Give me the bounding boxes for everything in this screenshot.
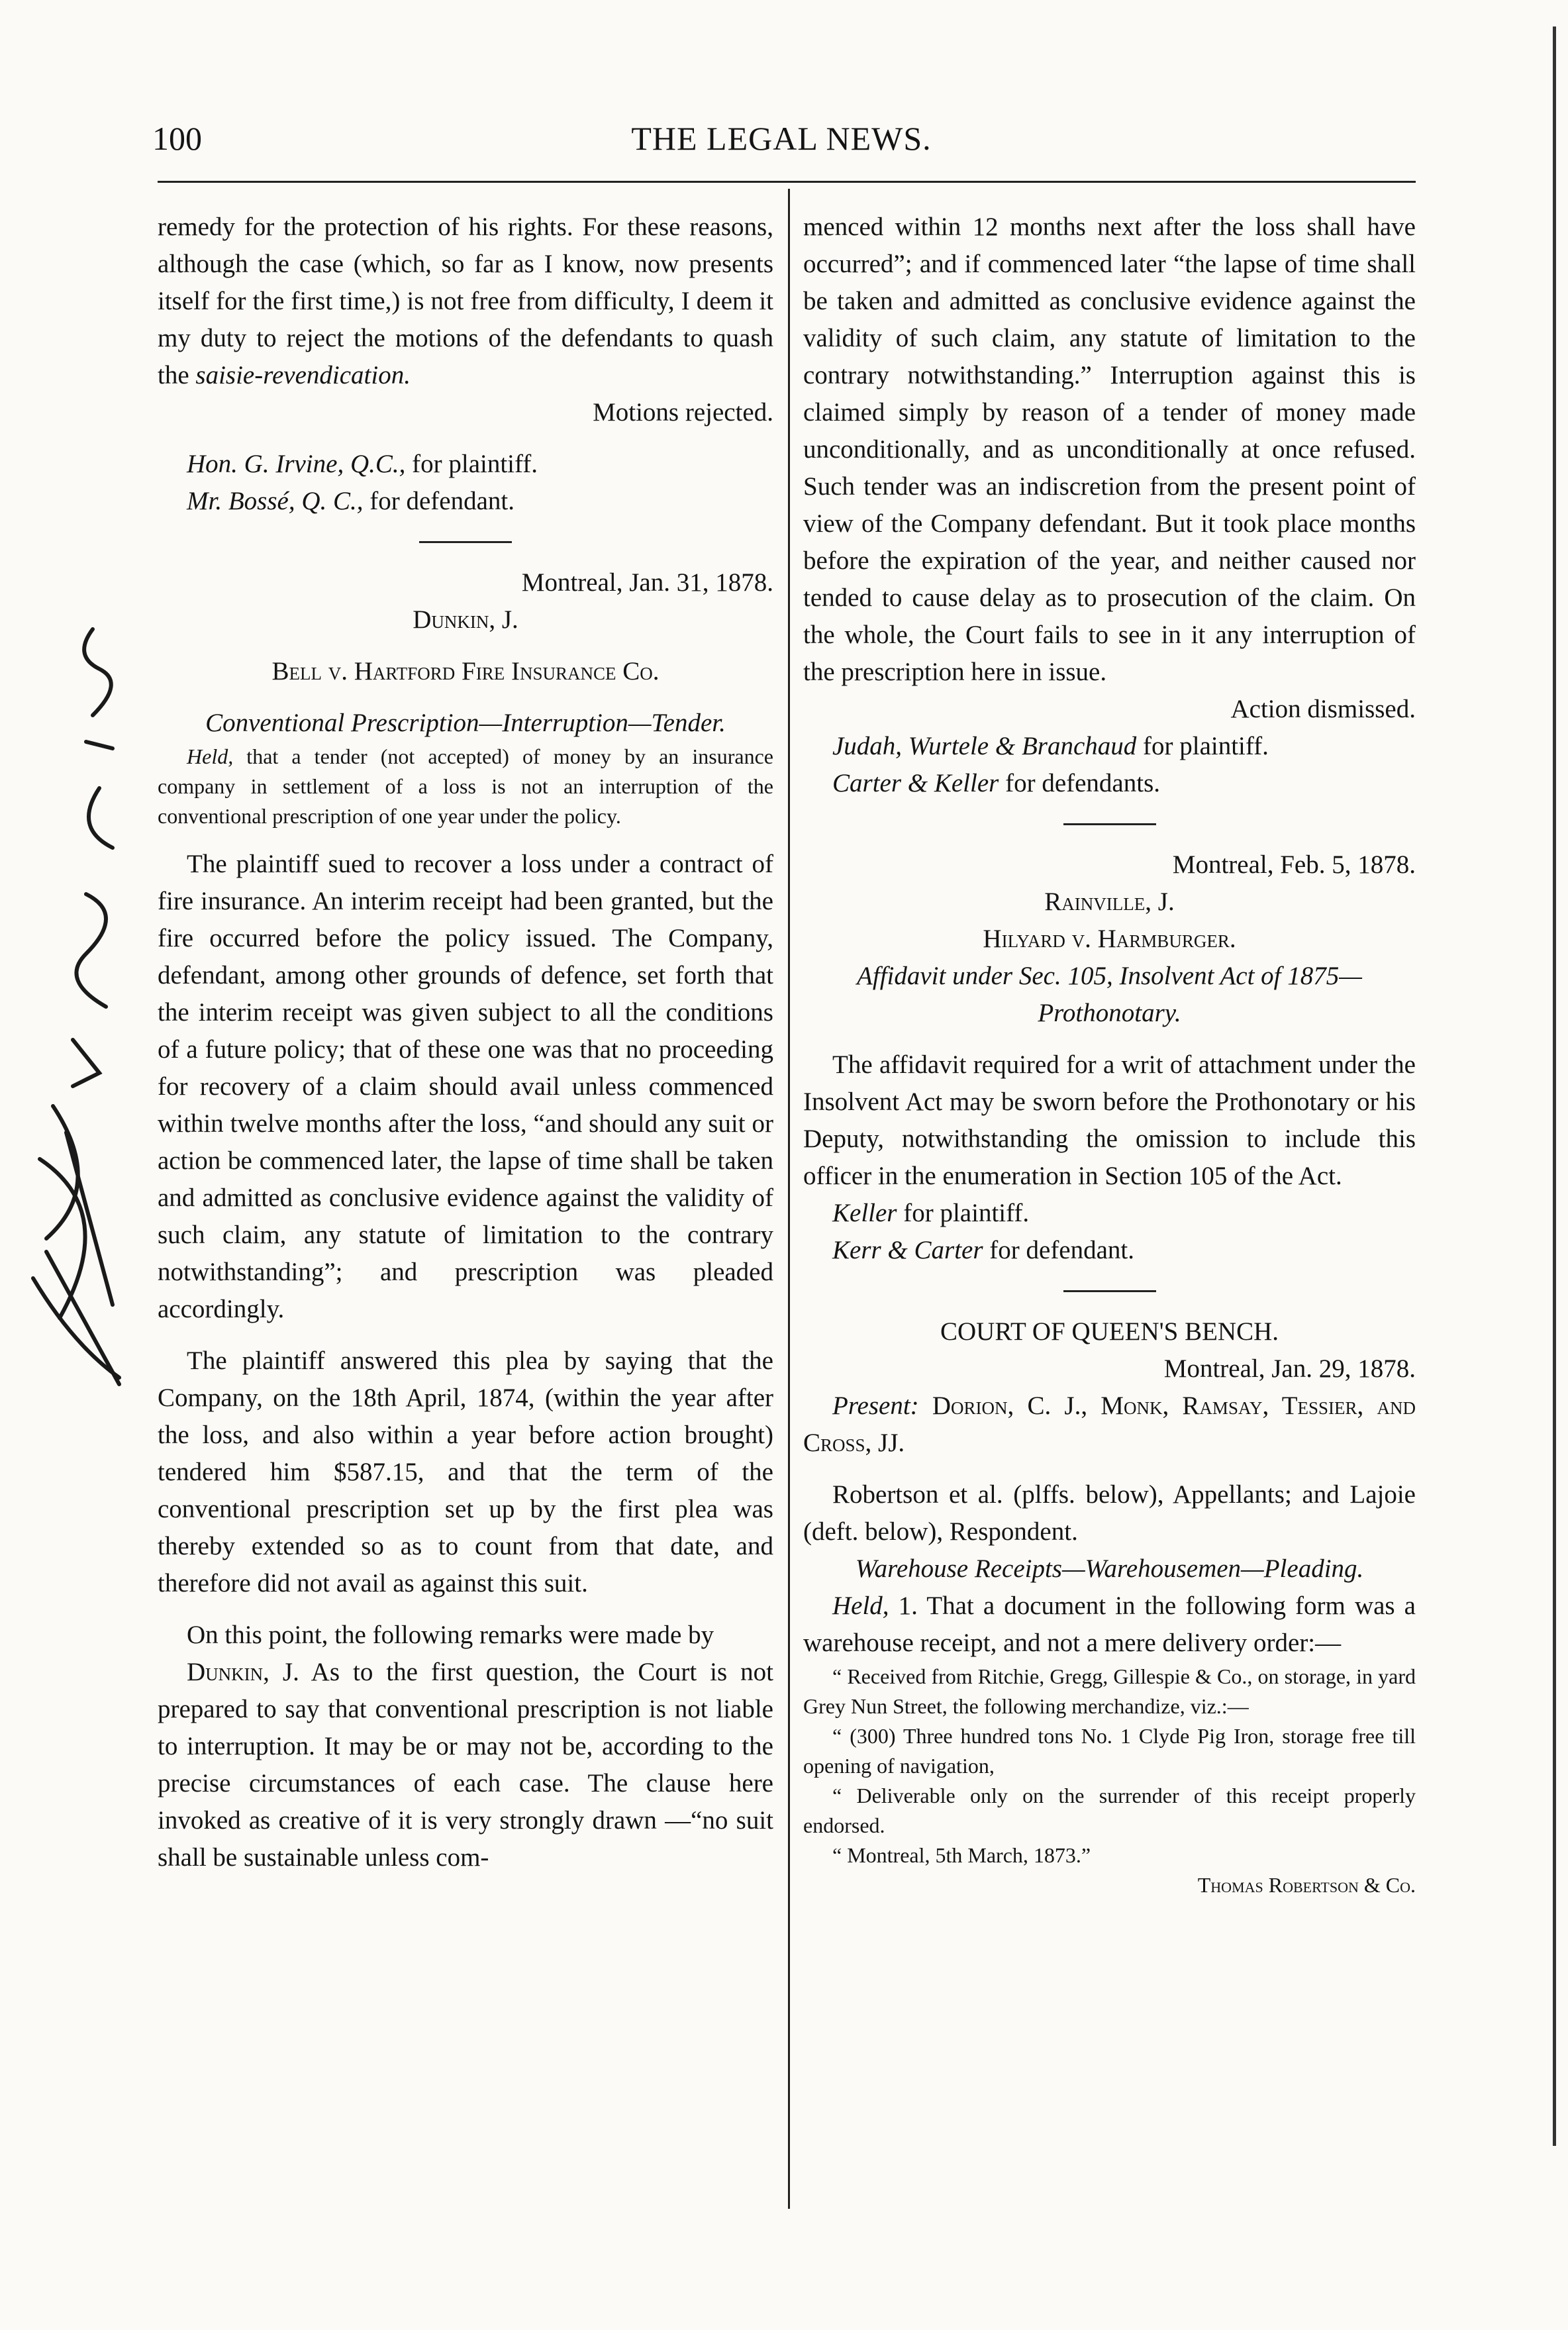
quoted-receipt-line-4: “ Montreal, 5th March, 1873.”: [832, 1843, 1091, 1867]
case-title: Bell v. Hartford Fire Insurance Co.: [271, 657, 660, 685]
case-judge: Dunkin, J.: [413, 605, 518, 634]
case3-held: Held, 1. That a document in the following form was a warehouse receipt, and not a mere delivery order:—: [803, 1592, 1416, 1657]
case2-subject: Affidavit under Sec. 105, Insolvent Act of 1875— Prothonotary.: [857, 962, 1362, 1027]
left-column: [158, 209, 773, 1876]
case-subject: Conventional Prescription—Interruption—Tender.: [205, 709, 726, 737]
case-place-date: Montreal, Jan. 31, 1878.: [521, 568, 773, 597]
right-counsel-2: Carter & Keller for defendants.: [832, 769, 1160, 797]
left-outcome: Motions rejected.: [593, 398, 773, 427]
right-counsel-4: Kerr & Carter for defendant.: [832, 1236, 1135, 1264]
case3-subject: Warehouse Receipts—Warehousemen—Pleading.: [855, 1554, 1364, 1583]
left-paragraph-4: On this point, the following remarks were made by: [187, 1621, 714, 1649]
page-number: 100: [152, 120, 202, 157]
handwritten-margin-annotation: [13, 616, 146, 1391]
left-paragraph-5: Dunkin, J. As to the first question, the Court is not prepared to say that conventional prescription is not liable to interruption. It may be or may not be, according to the precise circumstances of each case. The clause here invoked as creative of it is very strongly drawn —“no suit shall be sustainable unless com-: [158, 1658, 774, 1872]
page-edge-line: [1553, 26, 1556, 2146]
quoted-receipt-line-2: “ (300) Three hundred tons No. 1 Clyde Pig Iron, storage free till opening of navigation,: [803, 1724, 1416, 1778]
case2-title: Hilyard v. Harmburger.: [983, 925, 1236, 953]
court-heading: COURT OF QUEEN'S BENCH.: [940, 1317, 1279, 1346]
right-counsel-1: Judah, Wurtele & Branchaud for plaintiff.: [832, 732, 1269, 760]
running-header: [152, 119, 1410, 172]
case-headnote: Held, that a tender (not accepted) of money by an insurance company in settlement of a loss is not an interruption of the conventional prescription of one year under the policy.: [158, 744, 773, 828]
quoted-receipt-line-3: “ Deliverable only on the surrender of this receipt properly endorsed.: [803, 1784, 1416, 1837]
left-paragraph-3: The plaintiff answered this plea by saying that the Company, on the 18th April, 1874, (within the year after the loss, and also within a year before action brought) tendered him $587.15, and that the term of the conventional prescription set up by the first plea was thereby extended so as to count from that date, and therefore did not avail as against this suit.: [158, 1346, 773, 1597]
left-counsel-1: Hon. G. Irvine, Q.C., for plaintiff.: [187, 450, 538, 478]
header-rule: [158, 181, 1416, 183]
right-column: [803, 209, 1416, 1900]
section-separator: [1063, 823, 1156, 825]
case2-place-date: Montreal, Feb. 5, 1878.: [1172, 850, 1416, 879]
left-paragraph-1: remedy for the protection of his rights. For these reasons, although the case (which, so far as I know, now presents itself for the first time,) is not free from difficulty, I deem it my duty to reject the motions of the defendants to quash the saisie-revendication.: [158, 213, 773, 389]
case3-place-date: Montreal, Jan. 29, 1878.: [1163, 1354, 1416, 1383]
journal-title: THE LEGAL NEWS.: [631, 120, 932, 157]
case3-parties: Robertson et al. (plffs. below), Appellants; and Lajoie (deft. below), Respondent.: [803, 1480, 1416, 1546]
right-paragraph-2: The affidavit required for a writ of attachment under the Insolvent Act may be sworn before the Prothonotary or his Deputy, notwithstanding the omission to include this officer in the enumeration in Section 105 of the Act.: [803, 1050, 1416, 1190]
section-separator: [1063, 1290, 1156, 1292]
case2-judge: Rainville, J.: [1044, 887, 1175, 916]
section-separator: [419, 541, 512, 543]
right-paragraph-1: menced within 12 months next after the loss shall have occurred”; and if commenced later “the lapse of time shall be taken and admitted as conclusive evidence against the validity of such claim, any statute of limitation to the contrary notwithstanding.” Interruption against this is claimed simply by reason of a tender of money made unconditionally, and as unconditionally at once refused. Such tender was an indiscretion from the present point of view of the Company defendant. But it took place months before the expiration of the year, and neither caused nor tended to cause delay as to prosecution of the claim. On the whole, the Court fails to see in it any interruption of the prescription here in issue.: [803, 213, 1416, 686]
case3-present: Present: Dorion, C. J., Monk, Ramsay, Tessier, and Cross, JJ.: [803, 1392, 1416, 1457]
receipt-signature: Thomas Robertson & Co.: [1197, 1873, 1416, 1897]
left-paragraph-2: The plaintiff sued to recover a loss under a contract of fire insurance. An interim receipt had been granted, but the fire occurred before the policy issued. The Company, defendant, among other grounds of defence, set forth that the interim receipt was given subject to all the conditions of a future policy; that of these one was that no proceeding for recovery of a claim should avail unless commenced within twelve months after the loss, “and should any suit or action be commenced later, the lapse of time shall be taken and admitted as conclusive evidence against the validity of such claim, any statute of limitation to the contrary notwithstanding”; and prescription was pleaded accordingly.: [158, 850, 773, 1323]
right-outcome: Action dismissed.: [1230, 695, 1416, 723]
left-counsel-2: Mr. Bossé, Q. C., for defendant.: [187, 487, 514, 515]
column-divider: [788, 189, 790, 2209]
right-counsel-3: Keller for plaintiff.: [832, 1199, 1030, 1227]
quoted-receipt-line-1: “ Received from Ritchie, Gregg, Gillespie & Co., on storage, in yard Grey Nun Street, the following merchandize, viz.:—: [803, 1664, 1416, 1718]
